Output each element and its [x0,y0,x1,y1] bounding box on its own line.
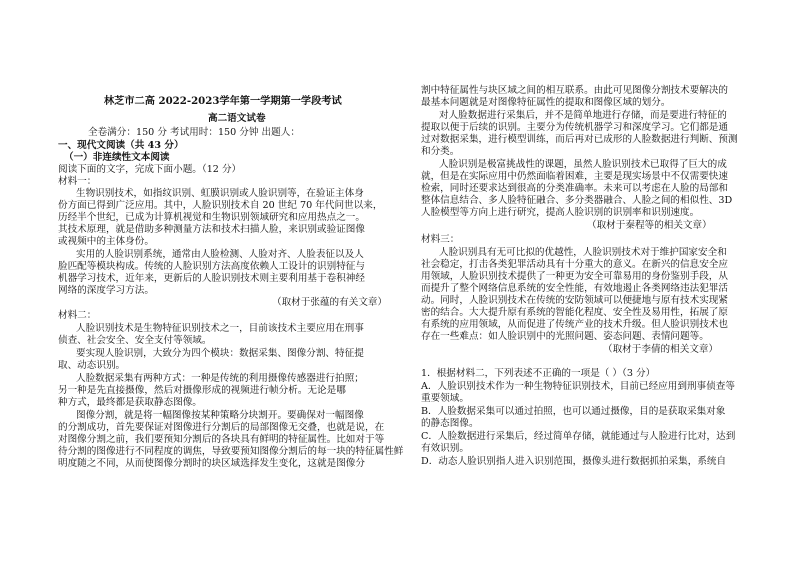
left-column-line: 人脸数据采集有两种方式：一种是传统的利用摄像传感器进行拍照； [76,373,364,384]
left-column-line: （一）非连续性文本阅读 [64,152,170,163]
left-column-line: 另一种是先直接摄像，然后对摄像形成的视频进行帧分析。无论是哪 [58,385,346,396]
left-column-line: 材料二： [58,310,97,321]
left-column-line: 一、现代文阅读（共 43 分） [58,140,184,151]
left-column-line: 其技术原理，就是借助多种测量方法和技术扫描人脸，来识别或验证图像 [58,224,365,235]
right-column-line: 有系统的应用领域，从而促进了传统产业的技术升级。但人脸识别技术也 [421,319,728,330]
left-column-line: 待分割的图像进行不同程度的调焦，导致要预知图像分割后的每一块的特征属性鲜 [58,446,404,457]
left-column-line: 生物识别技术，如指纹识别、虹膜识别或人脸识别等，在验证主体身 [76,188,364,199]
left-column-line: 网络的深度学习方法。 [58,285,154,296]
left-column-line: 全卷满分：150 分 考试用时：150 分钟 出题人： [88,127,300,138]
right-column-line: 最基本问题就是对图像特征属性的提取和图像区域的划分。 [421,97,671,108]
right-column-line: 有效识别。 [421,443,469,454]
left-column-line: 历经半个世纪，已成为计算机视觉和生物识别领域研究和应用热点之一。 [58,212,365,223]
right-column-line: C．人脸数据进行采集后，经过简单存储，就能通过与人脸进行比对，达到 [421,431,736,442]
left-column-line: 材料一： [58,176,97,187]
right-column-line: B．人脸数据采集可以通过拍照，也可以通过摄像，目的是获取采集对象 [421,406,726,417]
right-column-line: 存在一些难点：如人脸识别中的光照问题、姿态问题、表情问题等。 [421,331,709,342]
right-column-line: 割中特征属性与块区域之间的相互联系。由此可见图像分割技术要解决的 [421,85,728,96]
right-column-line: 1．根据材料二，下列表述不正确的一项是（ ）（3 分） [421,368,656,379]
left-column-line: 取、动态识别。 [58,360,126,371]
left-column-line: 实用的人脸识别系统，通常由人脸检测、人脸对齐、人脸表征以及人 [76,249,364,260]
left-column-line: 的分割成功，首先要保证对图像进行分割后的局部图像无交叠，也就是说，在 [58,422,385,433]
right-column-line: 检索，同时还要求达到很高的分类准确率。未来可以考虑在人脸的局部和 [421,183,728,194]
right-column-line: 过对数据采集，进行模型训练，而后再对已成形的人脸数据进行判断、预测 [421,134,738,145]
right-column-line: A．人脸识别技术作为一种生物特征识别技术，目前已经应用到刑事侦查等 [421,381,735,392]
right-column-line: 密的结合。大大提升原有系统的智能化程度、安全性及易用性，拓展了原 [421,307,728,318]
right-column-line: 提取以便于后续的识别。主要分为传统机器学习和深度学习。它们都是通 [421,122,728,133]
right-column-line: （取材于李倩的相关文章） [603,344,719,355]
right-column-line: 社会稳定，打击各类犯罪活动具有十分重大的意义。在新兴的信息安全应 [421,259,728,270]
left-column-line: 阅读下面的文字，完成下面小题。（12 分） [58,164,242,175]
left-column-line: 要实现人脸识别，大致分为四个模块：数据采集、图像分割、特征提 [76,348,364,359]
right-column-line: 和分类。 [421,146,460,157]
left-column-line: （取材于张蕴的有关文章） [272,297,388,308]
right-column-line: （取材于秦程等的相关文章） [587,220,712,231]
left-column-line: 人脸识别技术是生物特征识别技术之一，目前该技术主要应用在刑事 [76,323,364,334]
right-column-line: 对人脸数据进行采集后，并不是简单地进行存储，而是要进行特征的 [439,110,727,121]
right-column-line: 材料三： [421,234,460,245]
right-column-line: 人脸识别是极富挑战性的课题，虽然人脸识别技术已取得了巨大的成 [439,159,727,170]
right-column-line: 动。同时，人脸识别技术在传统的安防领域可以便捷地与原有技术实现紧 [421,295,728,306]
left-column-line: 或视频中的主体身份。 [58,236,154,247]
left-column-line: 林芝市二高 2022-2023学年第一学期第一学段考试 [104,95,342,107]
left-column-line: 高二语文试卷 [208,113,266,124]
right-column-line: 人脸模型等方向上进行研究，提高人脸识别的识别率和识别速度。 [421,207,700,218]
left-column-line: 侦查、社会安全、安全支付等领域。 [58,335,212,346]
right-column-line: 人脸识别具有无可比拟的优越性，人脸识别技术对于维护国家安全和 [439,247,727,258]
right-column-line: 重要领域。 [421,393,469,404]
left-column-line: 图像分割，就是将一幅图像按某种策略分块割开。要确保对一幅图像 [76,410,364,421]
right-column-line: 用领域，人脸识别技术提供了一种更为安全可靠易用的身份鉴别手段，从 [421,271,728,282]
left-column-line: 种方式，最终都是获取静态图像。 [58,397,202,408]
right-column-line: D．动态人脸识别指人进入识别范围，摄像头进行数据抓拍采集，系统自 [421,456,727,467]
right-column-line: 而提升了整个网络信息系统的安全性能，有效地遏止各类网络违法犯罪活 [421,283,728,294]
right-column-line: 的静态图像。 [421,418,479,429]
right-column-line: 就，但是在实际应用中仍然面临着困难，主要是现实场景中不仅需要快速 [421,171,728,182]
left-column-line: 对图像分割之前，我们要预知分割后的各块具有鲜明的特征属性。比如对于等 [58,434,385,445]
left-column-line: 份方面已得到广泛应用。其中，人脸识别技术自 20 世纪 70 年代问世以来， [58,200,383,211]
right-column-line: 整体信息结合、多人脸特征融合、多分类器融合、人脸之间的相似性、3D [421,195,733,206]
left-column-line: 明度随之不同，从而使图像分割时的块区域选择发生变化，这就是图像分 [58,458,365,469]
left-column-line: 机器学习技术，近年来，更新后的人脸识别技术则主要利用基于卷积神经 [58,273,365,284]
left-column-line: 脸匹配等模块构成。传统的人脸识别方法高度依赖人工设计的识别特征与 [58,261,365,272]
